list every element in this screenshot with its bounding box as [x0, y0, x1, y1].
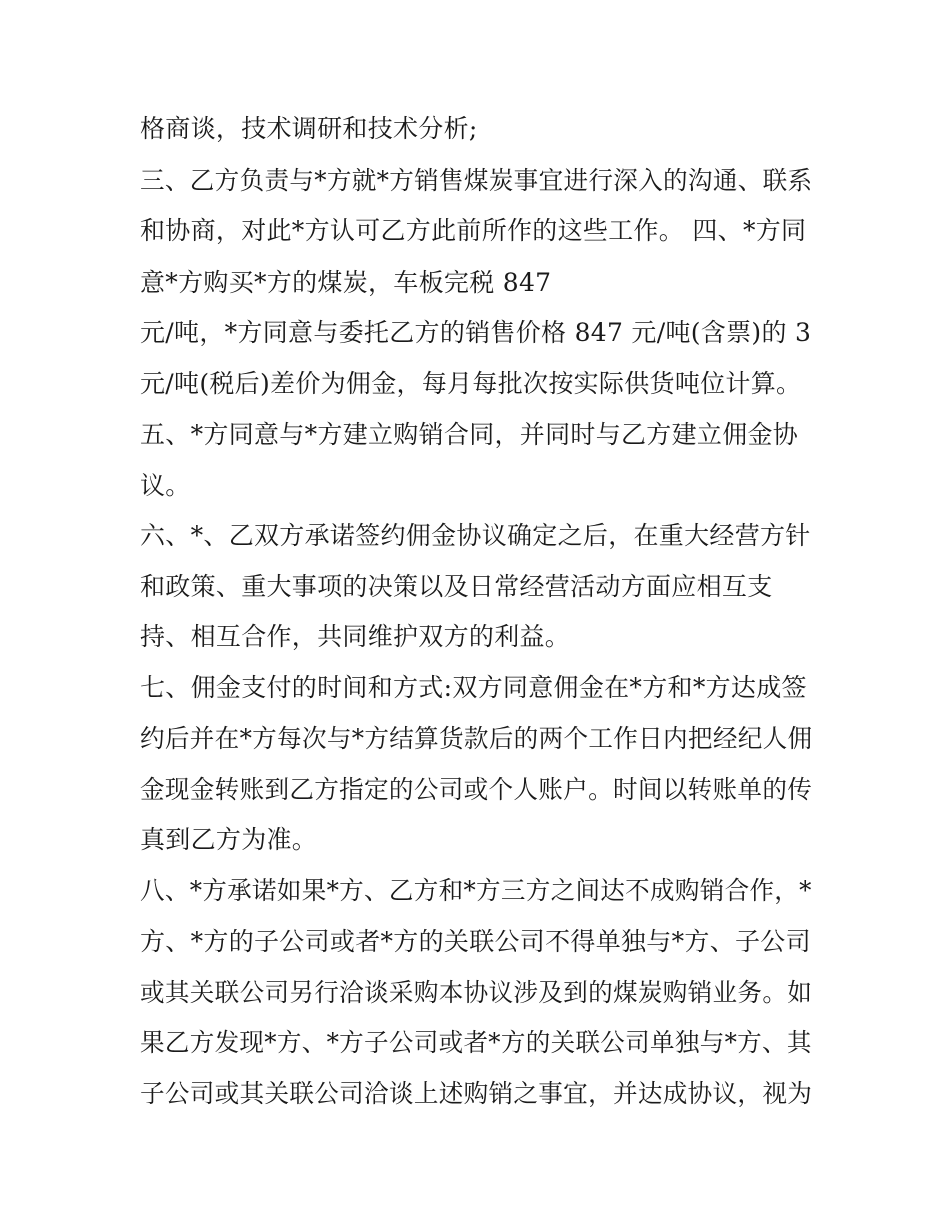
text-line: 和协商，对此*方认可乙方此前所作的这些工作。 四、*方同	[140, 216, 807, 245]
text-line: 三、乙方负责与*方就*方销售煤炭事宜进行深入的沟通、联系	[140, 166, 813, 195]
text-line: 意*方购买*方的煤炭，车板完税 847	[140, 268, 552, 297]
text-line: 或其关联公司另行洽谈采购本协议涉及到的煤炭购销业务。如	[140, 978, 813, 1007]
text-line: 五、*方同意与*方建立购销合同，并同时与乙方建立佣金协	[140, 420, 799, 449]
text-line: 金现金转账到乙方指定的公司或个人账户。时间以转账单的传	[140, 775, 813, 804]
text-line: 和政策、重大事项的决策以及日常经营活动方面应相互支	[140, 572, 773, 601]
text-line: 七、佣金支付的时间和方式:双方同意佣金在*方和*方达成签	[140, 673, 807, 702]
text-line: 元/吨，*方同意与委托乙方的销售价格 847 元/吨(含票)的 3	[140, 318, 812, 347]
text-line: 六、*、乙双方承诺签约佣金协议确定之后，在重大经营方针	[140, 521, 811, 550]
text-line: 元/吨(税后)差价为佣金，每月每批次按实际供货吨位计算。	[140, 369, 802, 398]
text-line: 约后并在*方每次与*方结算货款后的两个工作日内把经纪人佣	[140, 724, 813, 753]
text-line: 持、相互合作，共同维护双方的利益。	[140, 622, 571, 651]
text-line: 方、*方的子公司或者*方的关联公司不得单独与*方、子公司	[140, 927, 811, 956]
text-line: 格商谈，技术调研和技术分析;	[140, 114, 478, 143]
text-line: 果乙方发现*方、*方子公司或者*方的关联公司单独与*方、其	[140, 1028, 812, 1057]
text-line: 八、*方承诺如果*方、乙方和*方三方之间达不成购销合作，*	[140, 876, 812, 905]
text-line: 子公司或其关联公司洽谈上述购销之事宜，并达成协议，视为	[140, 1079, 813, 1108]
text-line: 议。	[140, 471, 191, 500]
text-line: 真到乙方为准。	[140, 825, 318, 854]
